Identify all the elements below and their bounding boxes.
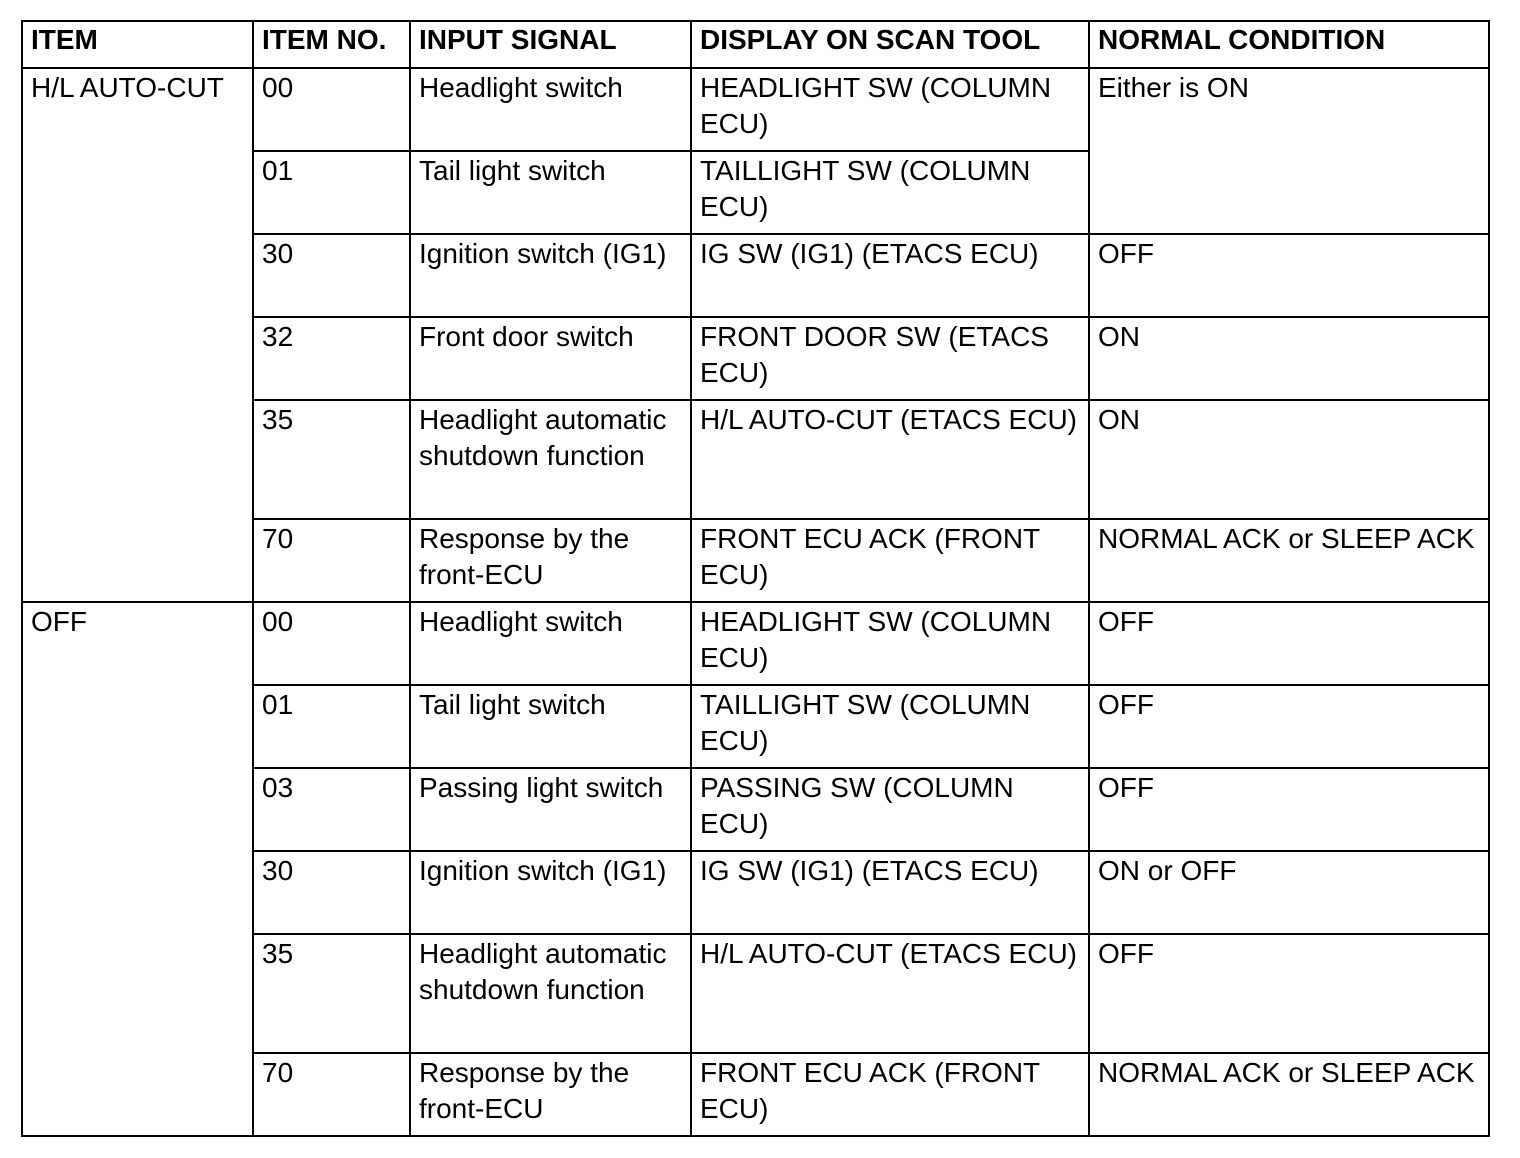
display-cell: FRONT ECU ACK (FRONT ECU)	[691, 1053, 1089, 1136]
normal-condition-cell: OFF	[1089, 934, 1489, 1053]
input-signal-cell: Passing light switch	[410, 768, 691, 851]
item-no-cell: 30	[253, 851, 410, 934]
table-row	[22, 602, 1489, 685]
item-no-cell: 32	[253, 317, 410, 400]
display-cell: H/L AUTO-CUT (ETACS ECU)	[691, 934, 1089, 1053]
item-no-cell: 01	[253, 685, 410, 768]
display-cell: IG SW (IG1) (ETACS ECU)	[691, 851, 1089, 934]
input-signal-cell: Headlight automatic shutdown function	[410, 934, 691, 1053]
normal-condition-cell: Either is ON	[1089, 68, 1489, 234]
display-cell: TAILLIGHT SW (COLUMN ECU)	[691, 685, 1089, 768]
display-cell: PASSING SW (COLUMN ECU)	[691, 768, 1089, 851]
item-no-cell: 00	[253, 602, 410, 685]
display-cell: IG SW (IG1) (ETACS ECU)	[691, 234, 1089, 317]
normal-condition-cell: OFF	[1089, 768, 1489, 851]
item-no-cell: 70	[253, 519, 410, 602]
input-signal-cell: Response by the front-ECU	[410, 519, 691, 602]
normal-condition-cell: ON or OFF	[1089, 851, 1489, 934]
header-row	[22, 21, 1489, 68]
item-cell: H/L AUTO-CUT	[22, 68, 253, 602]
input-signal-cell: Tail light switch	[410, 685, 691, 768]
item-no-cell: 30	[253, 234, 410, 317]
header-input-signal: INPUT SIGNAL	[410, 21, 691, 68]
display-cell: TAILLIGHT SW (COLUMN ECU)	[691, 151, 1089, 234]
normal-condition-cell: OFF	[1089, 234, 1489, 317]
normal-condition-cell: ON	[1089, 317, 1489, 400]
header-item: ITEM	[22, 21, 253, 68]
item-no-cell: 03	[253, 768, 410, 851]
header-normal-condition: NORMAL CONDITION	[1089, 21, 1489, 68]
item-no-cell: 70	[253, 1053, 410, 1136]
scan-tool-input-signal-table	[21, 20, 1490, 1137]
input-signal-cell: Headlight switch	[410, 68, 691, 151]
item-no-cell: 01	[253, 151, 410, 234]
input-signal-cell: Tail light switch	[410, 151, 691, 234]
normal-condition-cell: NORMAL ACK or SLEEP ACK	[1089, 1053, 1489, 1136]
header-display-on-scan-tool: DISPLAY ON SCAN TOOL	[691, 21, 1089, 68]
item-no-cell: 35	[253, 400, 410, 519]
normal-condition-cell: ON	[1089, 400, 1489, 519]
item-no-cell: 00	[253, 68, 410, 151]
normal-condition-cell: NORMAL ACK or SLEEP ACK	[1089, 519, 1489, 602]
display-cell: HEADLIGHT SW (COLUMN ECU)	[691, 68, 1089, 151]
normal-condition-cell: OFF	[1089, 685, 1489, 768]
header-item-no: ITEM NO.	[253, 21, 410, 68]
input-signal-cell: Headlight automatic shutdown function	[410, 400, 691, 519]
display-cell: FRONT DOOR SW (ETACS ECU)	[691, 317, 1089, 400]
display-cell: HEADLIGHT SW (COLUMN ECU)	[691, 602, 1089, 685]
normal-condition-cell: OFF	[1089, 602, 1489, 685]
item-cell: OFF	[22, 602, 253, 1136]
display-cell: FRONT ECU ACK (FRONT ECU)	[691, 519, 1089, 602]
input-signal-cell: Response by the front-ECU	[410, 1053, 691, 1136]
input-signal-cell: Headlight switch	[410, 602, 691, 685]
input-signal-cell: Front door switch	[410, 317, 691, 400]
item-no-cell: 35	[253, 934, 410, 1053]
table-header	[22, 21, 1489, 68]
input-signal-cell: Ignition switch (IG1)	[410, 851, 691, 934]
input-signal-cell: Ignition switch (IG1)	[410, 234, 691, 317]
display-cell: H/L AUTO-CUT (ETACS ECU)	[691, 400, 1089, 519]
table-body	[22, 68, 1489, 1136]
table-row	[22, 68, 1489, 151]
